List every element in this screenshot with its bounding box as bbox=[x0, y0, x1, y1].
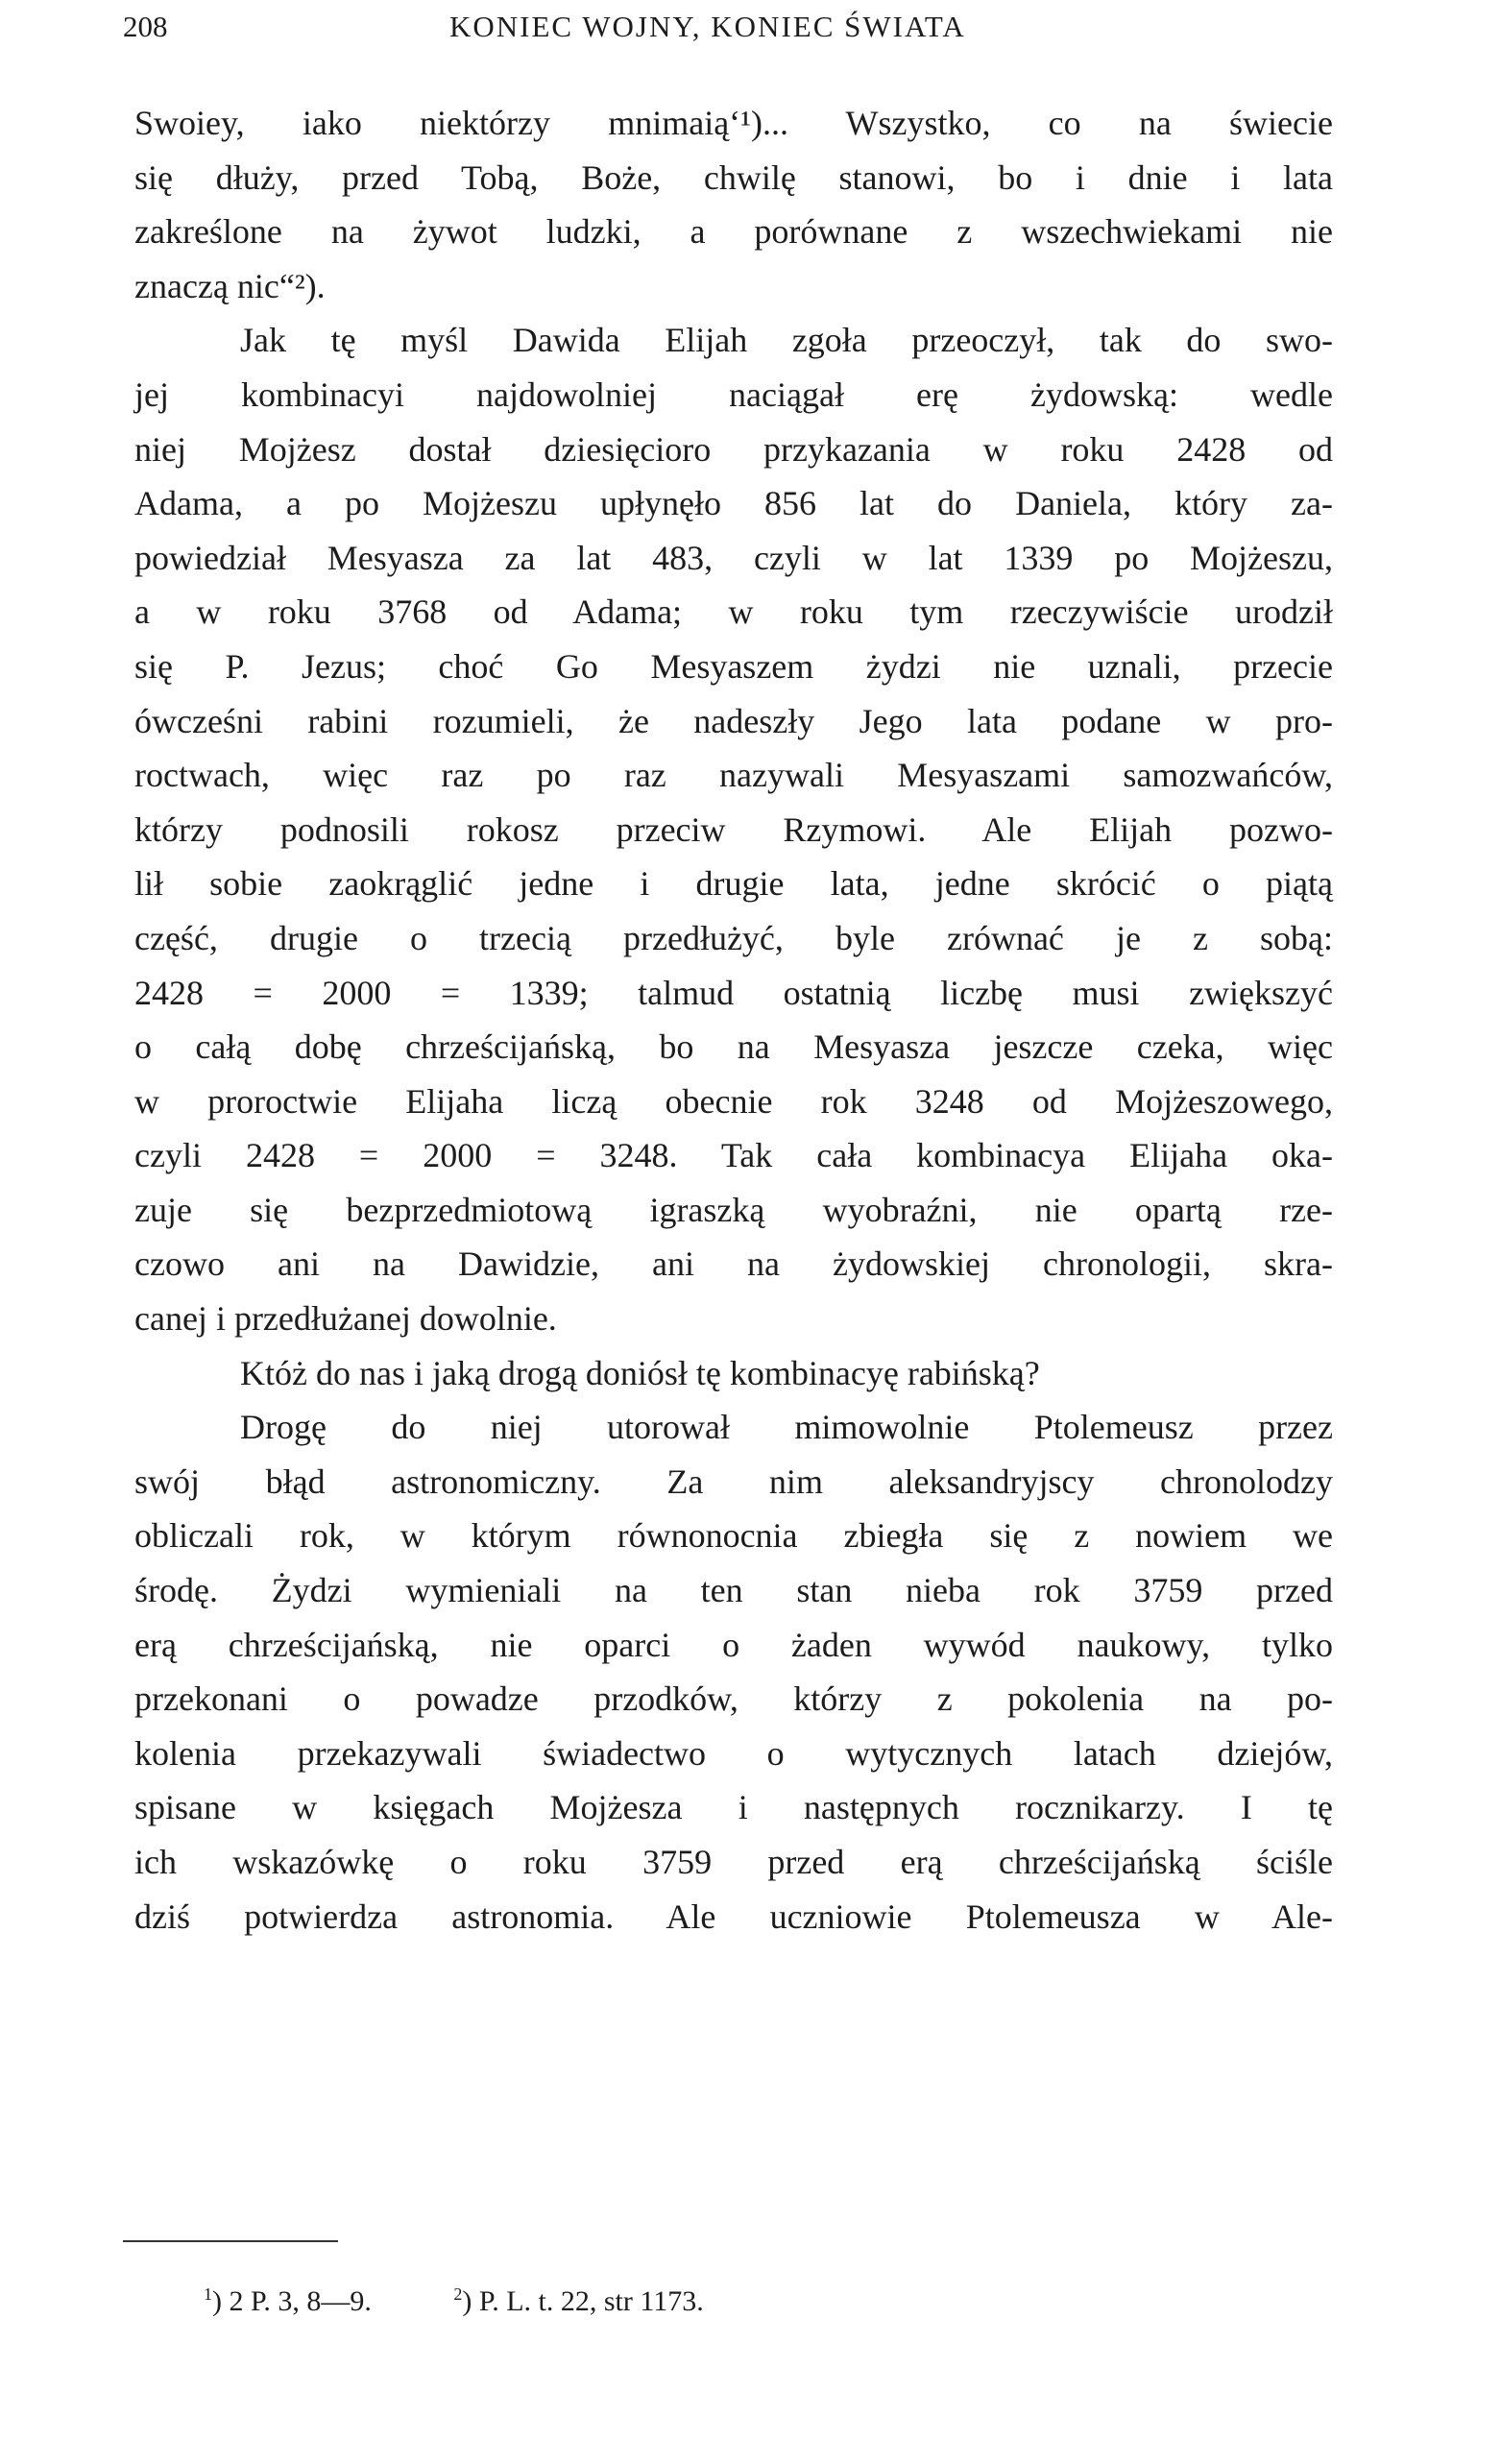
text-line: roctwach, więc raz po raz nazywali Mesyaszami samozwańców, bbox=[134, 756, 1333, 795]
text-line: zakreślone na żywot ludzki, a porównane z wszechwiekami nie bbox=[134, 212, 1333, 252]
text-line: w proroctwie Elijaha liczą obecnie rok 3248 od Mojżeszowego, bbox=[134, 1081, 1333, 1121]
page-number: 208 bbox=[123, 10, 168, 43]
text-line: czyli 2428 = 2000 = 3248. Tak cała kombinacya Elijaha oka- bbox=[134, 1136, 1333, 1175]
text-line: ich wskazówkę o roku 3759 przed erą chrześcijańską ściśle bbox=[134, 1843, 1333, 1881]
text-line: o całą dobę chrześcijańską, bo na Mesyasza jeszcze czeka, więc bbox=[134, 1027, 1333, 1067]
footnote-rule bbox=[123, 2240, 338, 2242]
text-line: powiedział Mesyasza za lat 483, czyli w lat 1339 po Mojżeszu, bbox=[134, 538, 1333, 577]
footnote-2-text: ) P. L. t. 22, str 1173. bbox=[462, 2285, 704, 2317]
footnote-1-text: ) 2 P. 3, 8—9. bbox=[212, 2285, 372, 2317]
footnote-1-mark: 1 bbox=[204, 2284, 212, 2304]
text-line: spisane w księgach Mojżesza i następnych rocznikarzy. I tę bbox=[134, 1788, 1333, 1827]
text-line: którzy podnosili rokosz przeciw Rzymowi. Ale Elijah pozwo- bbox=[134, 809, 1333, 849]
text-line: dziś potwierdza astronomia. Ale uczniowie Ptolemeusza w Ale- bbox=[134, 1896, 1333, 1936]
text-line: się dłuży, przed Tobą, Boże, chwilę stanowi, bo i dnie i lata bbox=[134, 157, 1333, 197]
text-line: Jak tę myśl Dawida Elijah zgoła przeoczył, tak do swo- bbox=[240, 321, 1333, 360]
text-line: canej i przedłużanej dowolnie. bbox=[134, 1299, 557, 1339]
running-title: KONIEC WOJNY, KONIEC ŚWIATA bbox=[449, 10, 966, 43]
text-line: znaczą nic“²). bbox=[134, 266, 326, 305]
footnote-1 bbox=[204, 2285, 372, 2318]
page-header bbox=[123, 10, 1029, 48]
footnote-2 bbox=[453, 2285, 703, 2318]
text-line: przekonani o powadze przodków, którzy z pokolenia na po- bbox=[134, 1679, 1333, 1719]
text-line: Drogę do niej utorował mimowolnie Ptolemeusz przez bbox=[240, 1408, 1333, 1447]
text-line: lił sobie zaokrąglić jedne i drugie lata, jedne skrócić o piątą bbox=[134, 864, 1333, 904]
text-line: ówcześni rabini rozumieli, że nadeszły Jego lata podane w pro- bbox=[134, 701, 1333, 740]
text-line: a w roku 3768 od Adama; w roku tym rzeczywiście urodził bbox=[134, 592, 1333, 632]
text-line: zuje się bezprzedmiotową igraszką wyobraźni, nie opartą rze- bbox=[134, 1190, 1333, 1229]
text-line: jej kombinacyi najdowolniej naciągał erę żydowską: wedle bbox=[134, 374, 1333, 414]
text-line: Adama, a po Mojżeszu upłynęło 856 lat do Daniela, który za- bbox=[134, 484, 1333, 523]
text-line: 2428 = 2000 = 1339; talmud ostatnią liczbę musi zwiększyć bbox=[134, 973, 1333, 1012]
text-line: Któż do nas i jaką drogą doniósł tę kombinacyę rabińską? bbox=[240, 1353, 1040, 1392]
text-line: się P. Jezus; choć Go Mesyaszem żydzi nie uznali, przecie bbox=[134, 646, 1333, 686]
text-line: swój błąd astronomiczny. Za nim aleksandryjscy chronolodzy bbox=[134, 1461, 1333, 1501]
text-line: środę. Żydzi wymieniali na ten stan nieba rok 3759 przed bbox=[134, 1571, 1333, 1610]
body-text bbox=[134, 96, 1333, 1944]
text-line: niej Mojżesz dostał dziesięcioro przykazania w roku 2428 od bbox=[134, 429, 1333, 469]
text-line: obliczali rok, w którym równonocnia zbiegła się z nowiem we bbox=[134, 1516, 1333, 1556]
footnotes bbox=[204, 2285, 704, 2318]
text-line: część, drugie o trzecią przedłużyć, byle zrównać je z sobą: bbox=[134, 918, 1333, 957]
text-line: kolenia przekazywali świadectwo o wytycznych latach dziejów, bbox=[134, 1733, 1333, 1773]
text-line: erą chrześcijańską, nie oparci o żaden wywód naukowy, tylko bbox=[134, 1625, 1333, 1664]
footnote-2-mark: 2 bbox=[453, 2284, 463, 2304]
text-line: czowo ani na Dawidzie, ani na żydowskiej chronologii, skra- bbox=[134, 1244, 1333, 1284]
text-line: Swoiey, iako niektórzy mnimaią‘¹)... Wszystko, co na świecie bbox=[134, 104, 1333, 142]
